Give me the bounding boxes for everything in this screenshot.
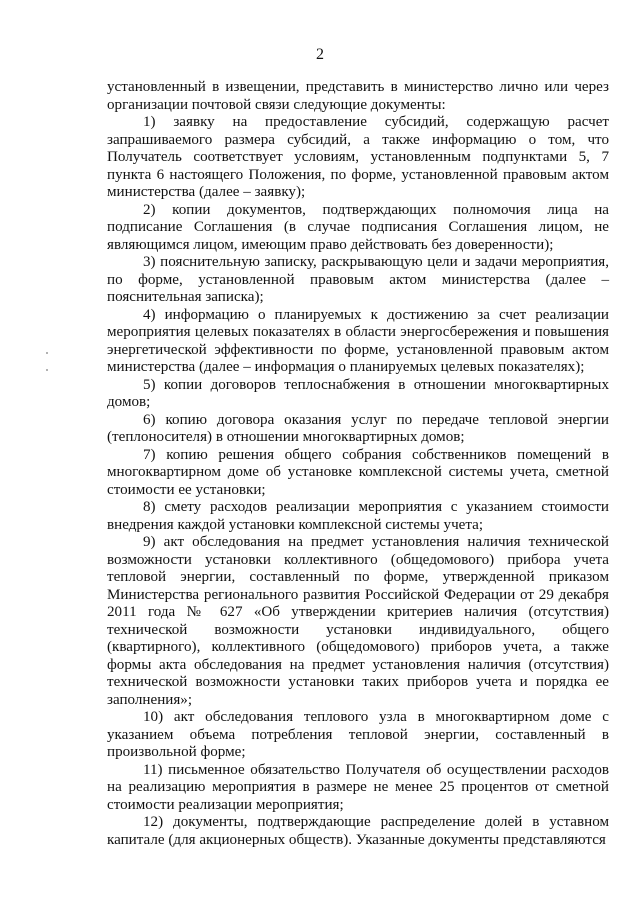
list-item-4: 4) информацию о планируемых к достижению за счет реализации мероприятия целевых показателях в области энергосбережения и повышения энергетической эффективности по форме, установленной правовым актом министерства (далее – информация о планируемых целевых показателях); <box>107 306 609 375</box>
list-item-6: 6) копию договора оказания услуг по передаче тепловой энергии (теплоносителя) в отношении многоквартирных домов; <box>107 411 609 445</box>
list-item-9: 9) акт обследования на предмет установления наличия технической возможности установки коллективного (общедомового) прибора учета тепловой энергии, составленный по форме, утвержденной приказом Министерства регионального развития Российской Федерации от 29 декабря 2011 года № 627 «Об утверждении критериев наличия (отсутствия) технической возможности установки индивидуального, общего (квартирного), коллективного (общедомового) приборов учета, а также формы акта обследования на предмет установления наличия (отсутствия) технической возможности установки таких приборов учета и порядка ее заполнения»; <box>107 534 609 708</box>
document-body <box>107 79 609 849</box>
list-item-2: 2) копии документов, подтверждающих полномочия лица на подписание Соглашения (в случае подписания Соглашения лицом, не являющимся лицом, имеющим право действовать без доверенности); <box>107 201 609 253</box>
list-item-7: 7) копию решения общего собрания собственников помещений в многоквартирном доме об установке комплексной системы учета, сметной стоимости ее установки; <box>107 446 609 498</box>
list-item-12: 12) документы, подтверждающие распределение долей в уставном капитале (для акционерных обществ). Указанные документы представляются <box>107 814 609 848</box>
page-number: 2 <box>316 46 324 63</box>
list-item-8: 8) смету расходов реализации мероприятия с указанием стоимости внедрения каждой установки комплексной системы учета; <box>107 499 609 533</box>
list-item-1: 1) заявку на предоставление субсидий, содержащую расчет запрашиваемого размера субсидий, а также информацию о том, что Получатель соответствует условиям, установленным подпунктами 5, 7 пункта 6 настоящего Положения, по форме, установленной правовым актом министерства (далее – заявку); <box>107 114 609 200</box>
list-item-10: 10) акт обследования теплового узла в многоквартирном доме с указанием объема потребления тепловой энергии, составленный в произвольной форме; <box>107 709 609 760</box>
list-item-5: 5) копии договоров теплоснабжения в отношении многоквартирных домов; <box>107 376 609 410</box>
scan-speck <box>46 352 48 354</box>
list-item-11: 11) письменное обязательство Получателя об осуществлении расходов на реализацию мероприятия в размере не менее 25 процентов от сметной стоимости реализации мероприятия; <box>107 761 609 813</box>
list-item-3: 3) пояснительную записку, раскрывающую цели и задачи мероприятия, по форме, установленной правовым актом министерства (далее – пояснительная записка); <box>107 254 609 305</box>
paragraph-intro: установленный в извещении, представить в министерство лично или через организации почтовой связи следующие документы: <box>107 79 609 113</box>
scan-speck <box>46 369 48 371</box>
